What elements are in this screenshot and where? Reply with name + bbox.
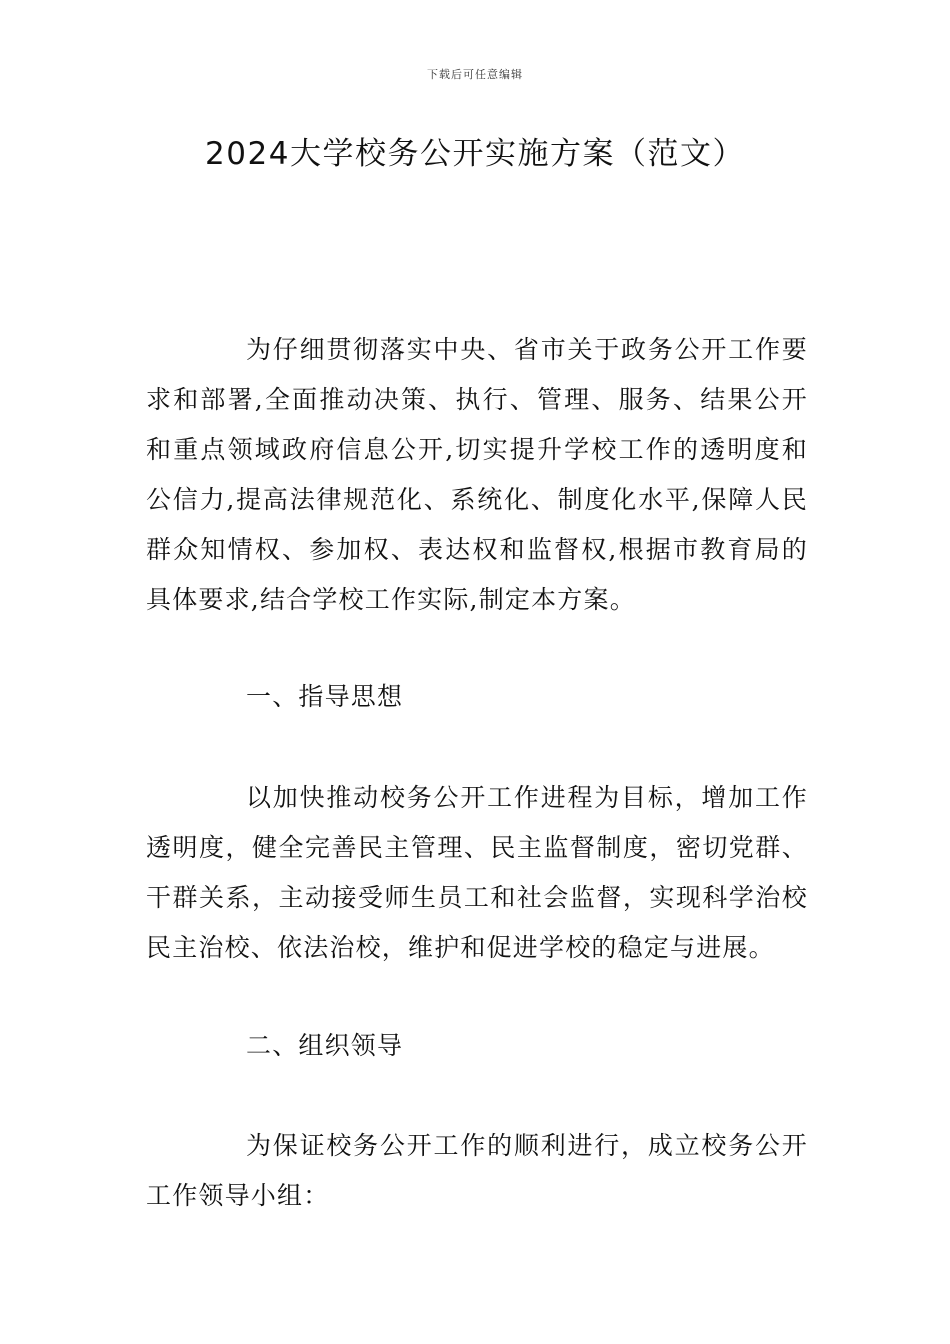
document-title: 2024大学校务公开实施方案（范文） [205,136,745,172]
header-note: 下载后可任意编辑 [427,68,523,81]
section-paragraph-organization: 为保证校务公开工作的顺利进行，成立校务公开工作领导小组： [146,1131,808,1210]
section-paragraph-guidance: 以加快推动校务公开工作进程为目标，增加工作透明度，健全完善民主管理、民主监督制度，密切党群、干群关系，主动接受师生员工和社会监督，实现科学治校民主治校、依法治校，维护和促进学校的稳定与进展。 [146,783,808,962]
section-heading-organization: 二、组织领导 [246,1031,404,1060]
intro-paragraph: 为仔细贯彻落实中央、省市关于政务公开工作要求和部署,全面推动决策、执行、管理、服务、结果公开和重点领域政府信息公开,切实提升学校工作的透明度和公信力,提高法律规范化、系统化、制度化水平,保障人民群众知情权、参加权、表达权和监督权,根据市教育局的具体要求,结合学校工作实际,制定本方案。 [146,335,808,614]
section-heading-guidance: 一、指导思想 [246,682,404,711]
